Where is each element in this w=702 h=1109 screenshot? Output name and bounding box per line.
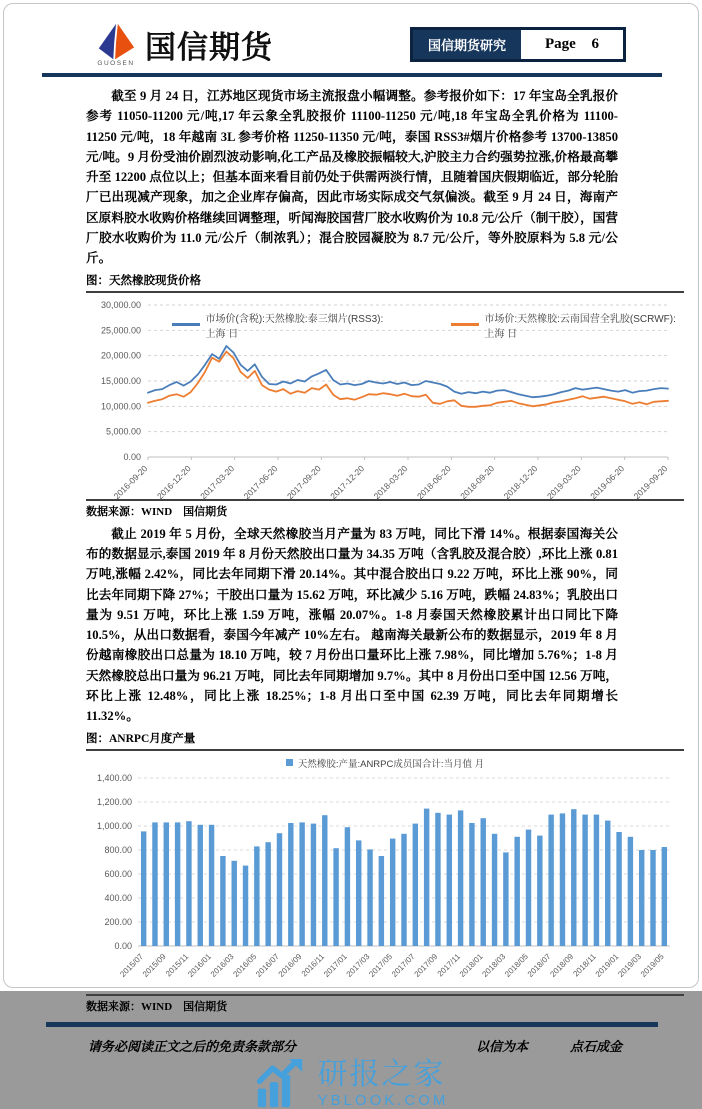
- figure-2-source-note: 数据来源：WIND 国信期货: [86, 994, 684, 1014]
- figure-1-source-note: 数据来源：WIND 国信期货: [86, 499, 684, 519]
- svg-text:2016-12-20: 2016-12-20: [154, 463, 193, 501]
- anrpc-production-bar-chart: [86, 770, 684, 994]
- svg-text:2017/05: 2017/05: [367, 951, 395, 979]
- svg-text:2019/01: 2019/01: [593, 951, 621, 979]
- svg-text:2019/05: 2019/05: [638, 951, 666, 979]
- svg-text:0.00: 0.00: [123, 451, 141, 462]
- report-body: [0, 77, 702, 1014]
- figure-2-caption: 图：ANRPC月度产量: [86, 729, 684, 751]
- figure-spot-price: [86, 271, 684, 519]
- svg-text:2017/07: 2017/07: [389, 951, 417, 979]
- report-type-label: 国信期货研究: [413, 30, 521, 59]
- svg-text:800.00: 800.00: [104, 844, 132, 855]
- svg-text:25,000.00: 25,000.00: [100, 325, 141, 336]
- legend-label-scrwf: 市场价:天然橡胶:云南国营全乳胶(SCRWF):上海 日: [484, 313, 676, 340]
- footer-motto-2: 点石成金: [569, 1038, 622, 1054]
- brand-mark: [96, 23, 136, 67]
- svg-text:2017-09-20: 2017-09-20: [284, 463, 323, 501]
- svg-text:2016/01: 2016/01: [186, 951, 213, 979]
- legend-swatch-scrwf: [451, 323, 479, 326]
- svg-text:2019-06-20: 2019-06-20: [588, 463, 627, 501]
- page-header: [0, 0, 702, 67]
- footer-motto-1: 以信为本: [475, 1038, 528, 1054]
- svg-text:1,400.00: 1,400.00: [96, 772, 132, 783]
- figure-2-plot-area: [86, 751, 684, 994]
- report-type-badge: [410, 27, 626, 62]
- paragraph-production: 截止 2019 年 5 月份，全球天然橡胶当月产量为 83 万吨，同比下滑 14%。根据泰国海关公布的数据显示,泰国 2019 年 8 月份天然胶出口量为 34.35 万吨（含乳胶及混合胶）,环比上涨 0.81 万吨,涨幅 2.42%，同比去年同期下滑 20.14%。其中混合胶出口 9.22 万吨，环比上涨 90%，同比去年同期下降 27%；干胶出口量为 15.62 万吨，环比减少 5.16 万吨，跌幅 24.83%；乳胶出口量为 9.51 万吨，环比上涨 1.59 万吨，涨幅 20.07%。1-8 月泰国天然橡胶累计出口同比下降 10.5%，从出口数据看，泰国今年减产 10%左右。 越南海关最新公布的数据显示，2019 年 8 月份越南橡胶出口总量为 18.10 万吨，较 7 月份出口量环比上涨 7.98%，同比增加 5.76%；1-8 月天然橡胶总出口量为 96.21 万吨，同比去年同期增加 9.7%。其中 8 月份出口至中国 12.56 万吨，环比上涨 12.48%，同比上涨 18.25%；1-8 月出口至中国 62.39 万吨，同比去年同期增长 11.32%。: [86, 526, 618, 724]
- bar-chart-legend: [86, 751, 684, 770]
- svg-text:2016/03: 2016/03: [208, 951, 236, 979]
- svg-text:2017/01: 2017/01: [322, 951, 349, 979]
- legend-swatch-rss3: [172, 323, 200, 326]
- svg-text:2018-03-20: 2018-03-20: [371, 463, 410, 501]
- footer-disclaimer: 请务必阅读正文之后的免责条款部分: [88, 1038, 297, 1054]
- svg-text:15,000.00: 15,000.00: [100, 375, 141, 386]
- figure-anrpc-production: [86, 729, 684, 1014]
- svg-text:2019/03: 2019/03: [616, 951, 644, 979]
- svg-text:400.00: 400.00: [104, 892, 132, 903]
- paragraph-spot-market: 截至 9 月 24 日，江苏地区现货市场主流报盘小幅调整。参考报价如下：17 年宝岛全乳报价参考 11050-11200 元/吨,17 年云象全乳胶报价 11100-11250 元/吨,18 年宝岛全乳价格为 11100-11250 元/吨，18 年越南 3L 参考价格 11250-11350 元/吨，泰国 RSS3#烟片价格参考 13700-13850 元/吨。9 月份受油价剧烈波动影响,化工产品及橡胶振幅较大,沪胶主力合约强势拉涨,价格最高攀升至 12200 点位以上；但基本面来看目前仍处于供需两淡行情，且随着国庆假期临近，部分轮胎厂已出现减产现象，加之企业库存偏高，因此市场实际成交气氛偏淡。截至 9 月 24 日，海南产区原料胶水收购价格继续回调整理，听闻海胶国营厂胶水收购价为 10.8 元/公斤（制干胶），国营厂胶水收购价为 11.0 元/公斤（制浓乳）；混合胶园凝胶为 8.7 元/公斤，等外胶原料为 5.8 元/公斤。: [86, 89, 618, 266]
- svg-text:2016/11: 2016/11: [299, 951, 327, 979]
- figure-1-plot-area: [86, 293, 684, 499]
- brand-name: 国信期货: [145, 30, 273, 65]
- watermark-text: [318, 1059, 449, 1109]
- svg-text:30,000.00: 30,000.00: [100, 299, 141, 310]
- svg-text:0.00: 0.00: [114, 940, 132, 951]
- svg-text:2017-12-20: 2017-12-20: [328, 463, 367, 501]
- svg-text:2018/09: 2018/09: [548, 951, 576, 979]
- line-chart-legend: [172, 310, 684, 340]
- svg-text:2017-03-20: 2017-03-20: [198, 463, 237, 501]
- svg-text:2015/07: 2015/07: [118, 951, 146, 979]
- watermark: [0, 1059, 702, 1109]
- brand-logo: [96, 22, 273, 67]
- svg-text:2017/11: 2017/11: [435, 951, 463, 979]
- brand-diamond-icon: [96, 23, 136, 61]
- svg-text:2017-06-20: 2017-06-20: [241, 463, 280, 501]
- svg-text:2015/11: 2015/11: [163, 951, 191, 979]
- svg-text:5,000.00: 5,000.00: [105, 426, 141, 437]
- svg-text:2017/03: 2017/03: [344, 951, 372, 979]
- svg-text:20,000.00: 20,000.00: [100, 350, 141, 361]
- svg-text:2016/09: 2016/09: [276, 951, 304, 979]
- svg-text:2019-09-20: 2019-09-20: [631, 463, 670, 501]
- svg-text:2017/09: 2017/09: [412, 951, 440, 979]
- watermark-site: YBLOOK.COM: [317, 1092, 449, 1109]
- svg-text:2018/07: 2018/07: [525, 951, 553, 979]
- svg-text:10,000.00: 10,000.00: [100, 401, 141, 412]
- legend-swatch-anrpc: [286, 759, 293, 766]
- footer-motto: [476, 1036, 622, 1055]
- page-footer: [0, 1022, 702, 1109]
- footer-row: [0, 1027, 702, 1055]
- svg-text:2019-03-20: 2019-03-20: [544, 463, 583, 501]
- svg-text:2018-06-20: 2018-06-20: [414, 463, 453, 501]
- legend-label-anrpc: 天然橡胶:产量:ANRPC成员国合计:当月值 月: [297, 758, 485, 770]
- svg-text:2018/01: 2018/01: [457, 951, 485, 979]
- svg-text:200.00: 200.00: [104, 916, 132, 927]
- watermark-title: 研报之家: [317, 1057, 446, 1091]
- legend-item-rss3: [172, 310, 393, 340]
- watermark-chart-icon: [254, 1059, 306, 1109]
- svg-text:2018-12-20: 2018-12-20: [501, 463, 540, 501]
- svg-text:2018/05: 2018/05: [503, 951, 530, 979]
- svg-text:2018/11: 2018/11: [571, 951, 598, 979]
- brand-subtext: GUOSEN: [97, 59, 135, 67]
- svg-text:600.00: 600.00: [104, 868, 132, 879]
- svg-text:2018/03: 2018/03: [480, 951, 508, 979]
- svg-text:2016-09-20: 2016-09-20: [111, 463, 150, 501]
- svg-text:2016/05: 2016/05: [231, 951, 259, 979]
- svg-text:2015/09: 2015/09: [140, 951, 168, 979]
- svg-text:2018-09-20: 2018-09-20: [458, 463, 497, 501]
- svg-text:1,000.00: 1,000.00: [96, 820, 132, 831]
- svg-text:1,200.00: 1,200.00: [96, 796, 132, 807]
- legend-item-scrwf: [451, 310, 684, 340]
- legend-label-rss3: 市场价(含税):天然橡胶:泰三烟片(RSS3):上海 日: [205, 313, 384, 340]
- page-number: Page 6: [521, 30, 623, 59]
- svg-text:2016/07: 2016/07: [254, 951, 281, 979]
- figure-1-caption: 图：天然橡胶现货价格: [86, 271, 684, 293]
